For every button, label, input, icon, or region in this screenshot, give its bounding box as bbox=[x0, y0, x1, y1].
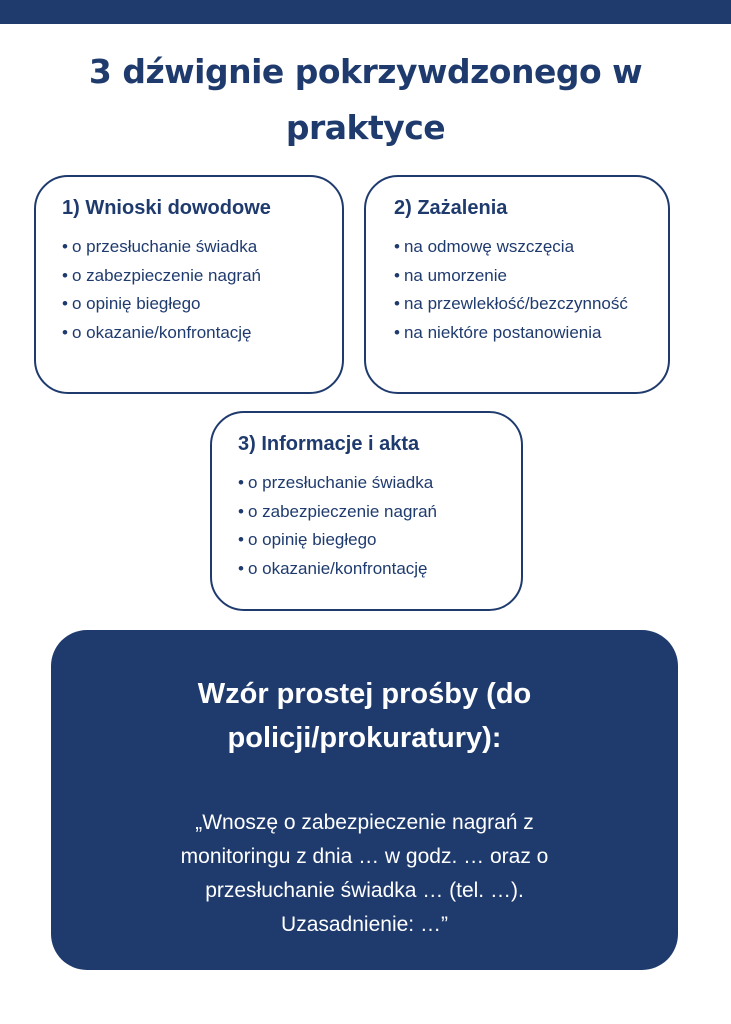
list-item bbox=[394, 290, 664, 319]
card-list bbox=[238, 469, 521, 583]
template-heading-line-1: Wzór prostej prośby (do bbox=[197, 678, 532, 710]
bullet-icon: • bbox=[394, 237, 400, 256]
template-text-line-4: Uzasadnienie: …” bbox=[281, 913, 448, 936]
card-title: 1) Wnioski dowodowe bbox=[62, 197, 271, 219]
bullet-icon: • bbox=[394, 294, 400, 313]
list-item bbox=[238, 555, 521, 584]
list-item-text: o opinię biegłego bbox=[71, 294, 201, 313]
list-item bbox=[62, 233, 342, 262]
template-text-line-1: „Wnoszę o zabezpieczenie nagrań z bbox=[195, 811, 534, 834]
list-item bbox=[394, 233, 668, 262]
bullet-icon: • bbox=[62, 265, 68, 285]
bullet-icon: • bbox=[238, 501, 244, 521]
bullet-icon: • bbox=[394, 265, 400, 285]
card-title: 2) Zażalenia bbox=[394, 197, 508, 219]
list-item bbox=[62, 319, 342, 348]
card-information-and-files bbox=[210, 411, 523, 611]
list-item-text: o okazanie/konfrontację bbox=[71, 322, 252, 342]
list-item bbox=[62, 290, 342, 319]
list-item bbox=[62, 262, 342, 291]
page-title bbox=[0, 44, 731, 156]
list-item-text: na umorzenie bbox=[403, 265, 507, 285]
list-item bbox=[238, 469, 521, 498]
card-list bbox=[62, 233, 342, 347]
bullet-icon: • bbox=[238, 473, 244, 492]
template-heading bbox=[51, 672, 678, 760]
bullet-icon: • bbox=[62, 294, 68, 313]
list-item-text: o przesłuchanie świadka bbox=[71, 237, 258, 256]
list-item bbox=[238, 526, 521, 555]
template-text bbox=[111, 806, 618, 942]
bullet-icon: • bbox=[394, 322, 400, 342]
card-evidence-motions bbox=[34, 175, 344, 394]
bullet-icon: • bbox=[62, 237, 68, 256]
top-bar bbox=[0, 0, 731, 24]
list-item bbox=[238, 498, 521, 527]
list-item-text: na przewlekłość/bezczynność bbox=[403, 294, 628, 313]
card-list bbox=[394, 233, 668, 347]
bullet-icon: • bbox=[238, 558, 244, 578]
bullet-icon: • bbox=[238, 530, 244, 549]
template-text-line-3: przesłuchanie świadka … (tel. …). bbox=[205, 879, 524, 902]
request-template-box bbox=[51, 630, 678, 970]
page-title-line-2: praktyce bbox=[285, 108, 446, 147]
card-complaints bbox=[364, 175, 670, 394]
template-heading-line-2: policji/prokuratury): bbox=[227, 722, 502, 754]
list-item-text: o okazanie/konfrontację bbox=[247, 558, 428, 578]
list-item-text: na odmowę wszczęcia bbox=[403, 237, 575, 256]
list-item-text: na niektóre postanowienia bbox=[403, 322, 602, 342]
list-item-text: o przesłuchanie świadka bbox=[247, 473, 434, 492]
card-title: 3) Informacje i akta bbox=[238, 433, 420, 455]
list-item-text: o zabezpieczenie nagrań bbox=[247, 501, 437, 521]
page-title-line-1: 3 dźwignie pokrzywdzonego w bbox=[88, 52, 643, 91]
template-text-line-2: monitoringu z dnia … w godz. … oraz o bbox=[180, 845, 549, 868]
bullet-icon: • bbox=[62, 322, 68, 342]
list-item bbox=[394, 319, 668, 348]
list-item bbox=[394, 262, 668, 291]
list-item-text: o zabezpieczenie nagrań bbox=[71, 265, 261, 285]
list-item-text: o opinię biegłego bbox=[247, 530, 377, 549]
